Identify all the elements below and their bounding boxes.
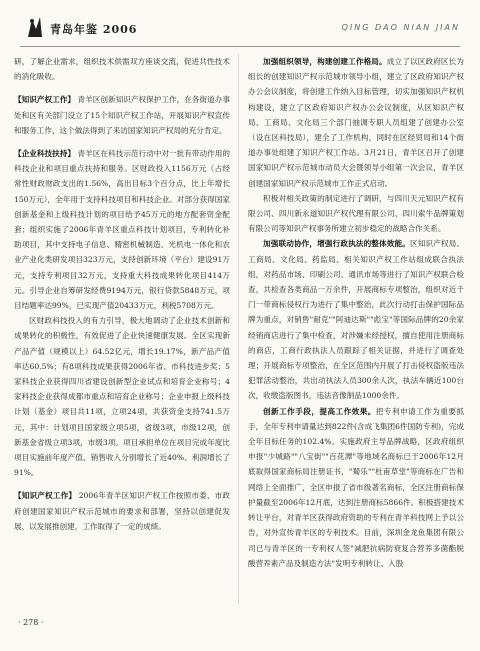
section-enterprise-support <box>14 146 230 313</box>
paragraph-lead: 加强组织领导，构建创建工作格局。 <box>263 57 387 66</box>
paragraph-text: 把专利申请工作为重要抓手，全年专利申请量达到822件(含成飞集团6件国防专利)，完成全年目标任务的102.4%。实施政府主导品牌战略，区政府组织申报"少城路""八宝街""百花潭"等地域名商标已于2006年12月底取得国家商标局注册证书，"蜀乐""杜甫草堂"等商标在广告和网络上全面推广，全区申报了省市级著名商标，全区注册商标保护量截至2006年12月底，达到注册商标5866件。积极搭建技术转让平台，对青羊区获得政府资助的专利在青羊科技网上予以公告，对外宣传青羊区的专利技术。目前，深圳金龙鱼集团有限公司已与青羊区的一专利权人签"减肥抗病防衰复合营养多菌酯脱酸营养素产品及制造方法"发明专利转让、入股 <box>248 406 465 568</box>
page-number: · 278 · <box>18 618 44 627</box>
paragraph-lead: 创新工作手段，提高工作效果。 <box>263 406 376 416</box>
paragraph <box>248 404 464 571</box>
section-tag: 【知识产权工作】 <box>14 95 76 105</box>
section-text: 青羊区在科技示范行动中对一批有带动作用的科技企业和项目重点扶持和服务。区财政投入1156万元（占经常性财政财政支出的1.56%，高出目标3个百分点，比上年增长150万元），全年用于支持科技项目和科技企业。对部分获得国家创新基金和上级科技计划的项目给予45万元的地方配套资金配套；组织实施了2006年青羊区重点科技计划项目，专利转化补助项目，其中支持电子信息、精密机械制造、光机电一体化和农业产业化类研发项目323万元，支持创新环境（平台）建设91万元，支持专利项目32万元，支持重大科技成果转化项目414万元。引导企业自筹研发经费9194万元，银行贷款5848万元，项目结题率达99%，已实现产值20433万元，利税5708万元。 <box>14 149 231 311</box>
section-tag: 【知识产权工作】 <box>14 491 77 501</box>
yearbook-logo-icon <box>24 15 46 41</box>
header-title: 青岛年鉴 2006 <box>50 23 138 36</box>
right-column <box>248 54 464 571</box>
section-knowledge-property <box>14 92 230 138</box>
paragraph <box>248 54 464 191</box>
page-header <box>20 12 460 47</box>
paragraph: 区财政科技投入的有力引导，极大地调动了企业技术创新和成果转化的积极性，有效促进了企业快速健康发展。全区实现新产品产值（规模以上）64.52亿元，增长19.17%，新产品产值率达60.5%；有8项科技成果获得2006年省、市科技进步奖；5家科技企业获得四川省建设创新型企业试点和培育企业称号；4家科技企业获得成都市重点和培育企业称号；企业申报上级科技计划（基金）项目共11项，立项24项，共获资金支持741.5万元，其中：计划项目国家级立项5项，省级3项，市级12项，创新基金省级立项3项，市级3项。项目承担单位在项目完成年度比项目实施前年度产值、销售收入分别增长了近40%、利润增长了91%。 <box>14 316 230 478</box>
left-column <box>14 54 230 534</box>
paragraph: 积极对相关政策的制定进行了调研，与四川天元知识产权有限公司、四川新永道知识产权代理有限公司、四川索牛品牌策划有限公司等知识产权事务所建立初步稳定的战略合作关系。 <box>248 193 464 234</box>
header-subtitle: QING DAO NIAN JIAN <box>341 23 460 32</box>
paragraph <box>248 236 464 403</box>
paragraph-text: 成立了以区政府区长为组长的创建知识产权示范城市领导小组，建立了区政府知识产权办公会议制度，将创建工作纳入目标管理，切实加强知识产权机构建设，建立了区政府知识产权办公会议制度，从区知识产权局、工商局、文化局三个部门抽调专职人员组建了创建办公室（设在区科技局），建全了工作机构，同时在区经贸局和14个街道办事处组建了知识产权工作站。3月21日，青羊区召开了创建国家知识产权示范城市动员大会暨领导小组第一次会议，青羊区创建国家知识产权示范城市工作正式启动。 <box>248 57 465 188</box>
paragraph-lead: 加强联动协作，增强行政执法的整体效能。 <box>263 239 410 249</box>
section-text: 2006年青羊区知识产权工作按照市委、市政府创建国家知识产权示范城市的要求和部署，坚持以创建促发展，以发展推创建，工作取得了一定的成绩。 <box>14 491 231 531</box>
column-divider <box>238 54 239 604</box>
section-tag: 【企业科技扶持】 <box>14 149 76 159</box>
paragraph: 研，了解企业需求，组织技术供需双方座谈交流，促进共性技术的消化吸收。 <box>14 57 230 82</box>
section-knowledge-property-2 <box>14 488 230 534</box>
section-text: 青羊区创新知识产权保护工作，在各街道办事处和区有关部门设立了15个知识产权工作站，开展知识产权宣传和服务工作，这个做法得到了来访国家知识产权局的充分肯定。 <box>14 95 231 135</box>
paragraph-text: 区知识产权局、工商局、文化局、药监局、相关知识产权工作站组成联合执法组，对药品市场、印刷公司、通讯市场等进行了知识产权联合检查，共检查各类商品一万余件，开展商标专项整治，组织对近千门一带商标侵权行为进行了集中整治，此次行动打击保护国际品牌为重点，对销售"耐克""阿迪达斯""彪宝"等国际品牌的20余家经销商店进行了集中检查，对涉嫌未经授权，擅自使用注册商标的商店，工商行政执法人员跟踪了相关证据，并进行了调查处理；开展商标专项整治，在全区范围内开展了打击侵权盗版违法犯罪活动整治，共出动执法人员300余人次，执法车辆近100台次，收缴盗版图书，违法音像制品1000余件。 <box>248 239 465 401</box>
